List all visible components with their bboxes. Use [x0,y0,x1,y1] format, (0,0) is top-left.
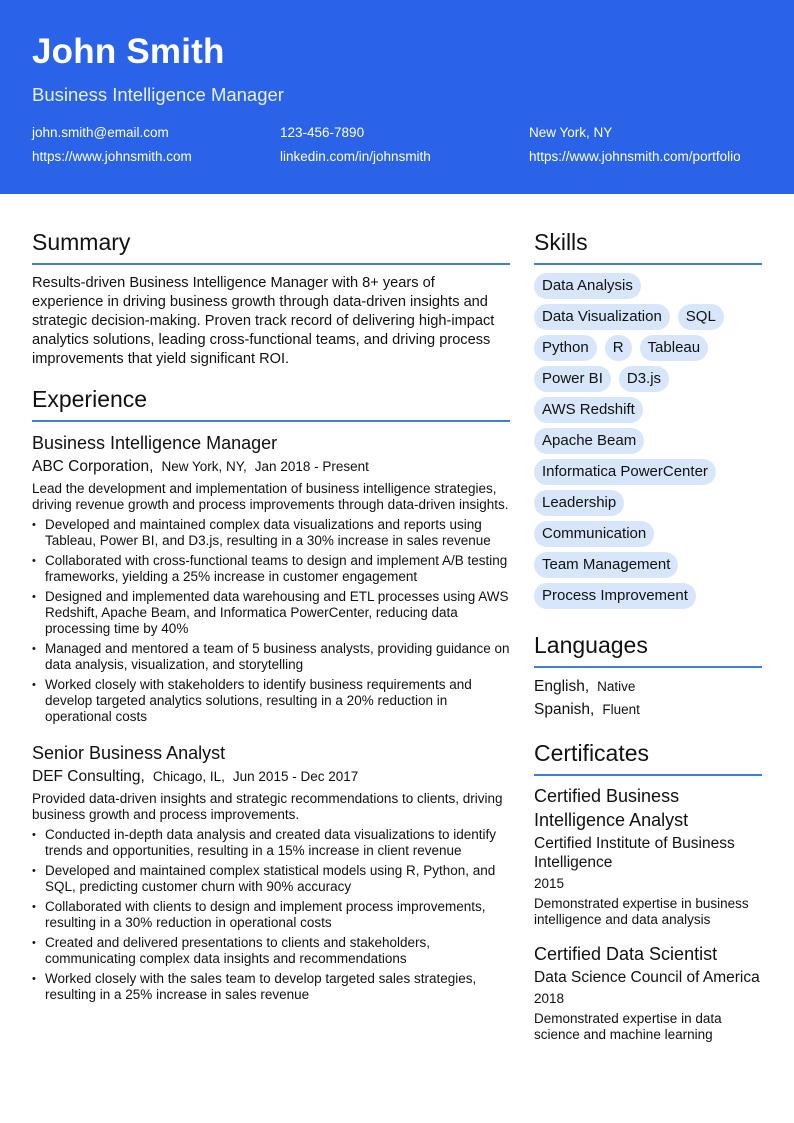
language-name: English, [534,678,590,695]
website-link[interactable]: https://www.johnsmith.com [32,148,192,164]
certificate-name: Certified Data Scientist [534,944,718,964]
certificate-item [534,942,762,1043]
language-item [534,698,762,721]
section-title: Skills [534,228,762,265]
certificate-name: Certified Business Intelligence Analyst [534,786,689,830]
candidate-name: John Smith [32,32,225,71]
languages-section [534,631,762,721]
section-title: Experience [32,385,510,422]
skill-tag: Data Visualization [534,304,670,330]
linkedin-link[interactable]: linkedin.com/in/johnsmith [280,148,431,164]
skill-tag: Team Management [534,552,678,578]
skill-row [534,335,762,361]
section-title: Summary [32,228,510,265]
certificate-year: 2015 [534,876,565,891]
certificate-description: Demonstrated expertise in data science and machine learning [534,1011,722,1042]
location: New York, NY [529,124,613,140]
list-item: • Collaborated with clients to design and implement process improvements, resulting in a 30% reduction in operational costs [32,899,510,931]
job-description: Lead the development and implementation of business intelligence strategies, driving revenue growth and process improvements through data-driven insights. [32,481,509,512]
job-entry [32,431,510,725]
summary-section [32,228,510,369]
email-link[interactable]: john.smith@email.com [32,124,169,140]
skill-tag: R [605,335,632,361]
skill-tag: AWS Redshift [534,397,643,423]
job-meta [32,766,510,788]
section-title: Languages [534,631,762,668]
skill-tag: Communication [534,521,654,547]
phone-number: 123-456-7890 [280,124,365,140]
list-item: • Created and delivered presentations to clients and stakeholders, communicating complex data insights and recommendations [32,935,510,967]
resume-header [0,0,794,194]
skill-tag: D3.js [619,366,669,392]
candidate-title: Business Intelligence Manager [32,84,284,105]
skill-row [534,459,762,485]
certificate-description: Demonstrated expertise in business intelligence and data analysis [534,896,749,927]
list-item: • Worked closely with the sales team to develop targeted sales strategies, resulting in a 25% increase in sales revenue [32,971,510,1003]
list-item: • Worked closely with stakeholders to identify business requirements and develop targeted analytics solutions, resulting in a 20% reduction in operational costs [32,677,510,725]
list-item: • Designed and implemented data warehousing and ETL processes using AWS Redshift, Apache Beam, and Informatica PowerCenter, reducing data processing time by 40% [32,589,510,637]
skill-row [534,521,762,547]
skill-tag: Process Improvement [534,583,696,609]
job-location: New York, NY, [161,459,247,474]
language-name: Spanish, [534,701,595,718]
skill-tag: Tableau [640,335,709,361]
experience-section [32,385,510,1007]
job-entry [32,741,510,1003]
contact-info [32,120,772,168]
skill-tag: Python [534,335,597,361]
summary-text: Results-driven Business Intelligence Manager with 8+ years of experience in driving business growth through data-driven insights and strategic decision-making. Proven track record of delivering high-impact analytics solutions, leading cross-functional teams, and driving process improvements that yield significant ROI. [32,275,495,367]
skill-tag: Power BI [534,366,611,392]
skill-tag: Data Analysis [534,273,641,299]
job-location: Chicago, IL, [152,769,225,784]
skill-row [534,304,762,330]
certificate-org: Data Science Council of America [534,969,760,986]
list-item: • Conducted in-depth data analysis and created data visualizations to identify trends and opportunities, resulting in a 15% increase in client revenue [32,827,510,859]
job-bullets [32,517,510,725]
skill-tag: Leadership [534,490,624,516]
job-bullets [32,827,510,1003]
skills-list [534,273,762,609]
skills-section [534,228,762,614]
certificates-section [534,739,762,1043]
skill-tag: Apache Beam [534,428,644,454]
job-company: ABC Corporation, [32,458,154,475]
skill-row [534,397,762,423]
job-title: Business Intelligence Manager [32,433,278,453]
portfolio-link[interactable]: https://www.johnsmith.com/portfolio [529,148,741,164]
language-item [534,675,762,698]
skill-row [534,273,762,299]
list-item: • Developed and maintained complex data visualizations and reports using Tableau, Power BI, and D3.js, resulting in a 30% increase in sales revenue [32,517,510,549]
job-dates: Jan 2018 - Present [254,459,369,474]
certificate-item [534,784,762,928]
skill-tag: Informatica PowerCenter [534,459,716,485]
languages-list [534,675,762,721]
contact-row [32,144,772,168]
language-level: Fluent [602,702,640,717]
skill-row [534,583,762,609]
contact-row [32,120,772,144]
skill-row [534,490,762,516]
job-title: Senior Business Analyst [32,743,226,763]
list-item: • Managed and mentored a team of 5 business analysts, providing guidance on data analysis, visualization, and storytelling [32,641,510,673]
certificate-year: 2018 [534,991,565,1006]
skill-row [534,552,762,578]
job-meta [32,456,510,478]
language-level: Native [597,679,636,694]
skill-tag: SQL [678,304,724,330]
certificate-org: Certified Institute of Business Intelligence [534,835,735,871]
job-dates: Jun 2015 - Dec 2017 [232,769,359,784]
skill-row [534,428,762,454]
skill-row [534,366,762,392]
list-item: • Developed and maintained complex statistical models using R, Python, and SQL, predicting customer churn with 90% accuracy [32,863,510,895]
list-item: • Collaborated with cross-functional teams to design and implement A/B testing frameworks, yielding a 25% increase in customer engagement [32,553,510,585]
job-description: Provided data-driven insights and strategic recommendations to clients, driving business growth and process improvements. [32,791,503,822]
job-company: DEF Consulting, [32,768,145,785]
section-title: Certificates [534,739,762,776]
